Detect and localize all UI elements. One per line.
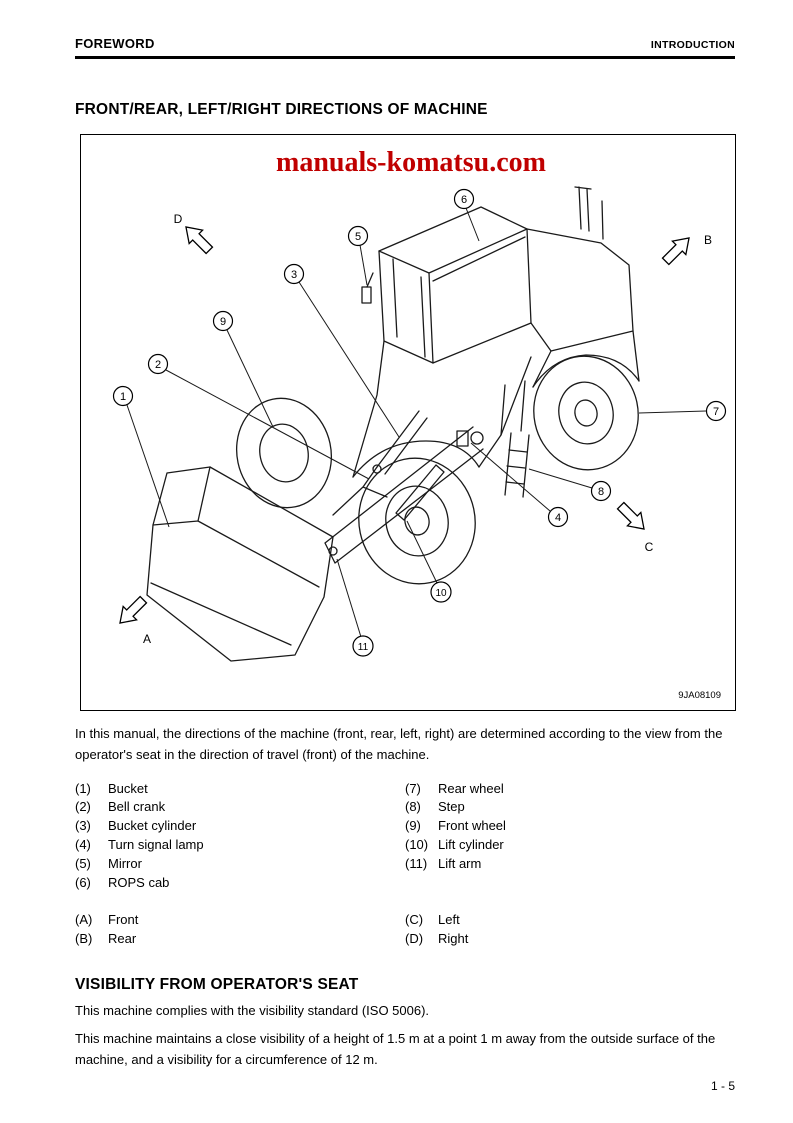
svg-text:9: 9 xyxy=(219,316,227,328)
direction-letter: (C) xyxy=(405,912,424,928)
parts-list-item xyxy=(405,836,735,855)
figure-code: 9JA08109 xyxy=(678,690,721,701)
svg-text:5: 5 xyxy=(354,231,362,243)
callout-11 xyxy=(353,636,373,656)
direction-label: Right xyxy=(438,931,469,947)
direction-letter: (D) xyxy=(405,931,424,947)
direction-label: Left xyxy=(438,912,460,928)
watermark-text: manuals-komatsu.com xyxy=(276,147,546,178)
direction-item xyxy=(75,930,405,949)
wheel-loader-drawing xyxy=(147,187,649,661)
svg-text:8: 8 xyxy=(597,486,605,498)
parts-list-left xyxy=(75,780,405,893)
parts-list-item xyxy=(75,836,405,855)
svg-text:10: 10 xyxy=(435,588,447,599)
part-label: Turn signal lamp xyxy=(108,836,204,852)
direction-label-c: C xyxy=(644,540,654,554)
svg-text:4: 4 xyxy=(554,512,562,524)
callout-leader-lines xyxy=(127,208,706,637)
direction-label: Rear xyxy=(108,931,137,947)
callout-8 xyxy=(592,482,611,501)
direction-arrow-b xyxy=(659,231,696,268)
parts-list-item xyxy=(405,855,735,874)
running-header xyxy=(75,36,735,51)
part-number: (10) xyxy=(405,836,429,852)
directions-list xyxy=(75,911,735,949)
parts-list-item xyxy=(405,817,735,836)
part-number: (5) xyxy=(75,855,91,871)
part-label: Step xyxy=(438,799,465,815)
direction-arrow-c xyxy=(614,499,651,536)
part-label: Bucket cylinder xyxy=(108,818,197,834)
page-number: 1 - 5 xyxy=(710,1079,735,1093)
part-label: ROPS cab xyxy=(108,874,170,890)
direction-arrow-a xyxy=(113,593,150,630)
part-number: (11) xyxy=(405,855,428,871)
direction-item xyxy=(75,911,405,930)
direction-item xyxy=(405,911,735,930)
parts-list-item xyxy=(75,780,405,799)
svg-text:6: 6 xyxy=(460,194,468,206)
page-title: FRONT/REAR, LEFT/RIGHT DIRECTIONS OF MACHINE xyxy=(75,101,488,118)
svg-text:3: 3 xyxy=(290,269,298,281)
direction-item xyxy=(405,930,735,949)
part-label: Bell crank xyxy=(108,799,166,815)
callout-9 xyxy=(214,312,233,331)
direction-arrows xyxy=(113,212,712,646)
direction-label: Front xyxy=(108,912,139,928)
parts-list-item xyxy=(75,874,405,893)
callout-5 xyxy=(349,227,368,246)
parts-list xyxy=(75,780,735,893)
parts-list-item xyxy=(75,798,405,817)
visibility-line-2: This machine maintains a close visibility of a height of 1.5 m at a point 1 m away from the outside surface of the machine, and a visibility for a circumference of 12 m. xyxy=(75,1030,716,1067)
callout-1 xyxy=(114,387,133,406)
direction-label-d: D xyxy=(173,212,183,226)
part-label: Front wheel xyxy=(438,818,506,834)
directions-list-right xyxy=(405,911,735,949)
figure-callouts xyxy=(114,190,726,657)
part-number: (4) xyxy=(75,836,91,852)
part-label: Lift arm xyxy=(438,855,482,871)
direction-arrow-d xyxy=(179,220,216,257)
callout-4 xyxy=(549,508,568,527)
machine-figure-frame xyxy=(80,134,736,711)
visibility-heading: VISIBILITY FROM OPERATOR'S SEAT xyxy=(75,975,359,993)
part-number: (3) xyxy=(75,818,91,834)
part-label: Bucket xyxy=(108,780,148,796)
directions-list-left xyxy=(75,911,405,949)
part-number: (7) xyxy=(405,780,421,796)
svg-text:1: 1 xyxy=(119,391,127,403)
header-section-title: FOREWORD xyxy=(75,36,155,51)
parts-list-item xyxy=(75,817,405,836)
header-chapter-title: INTRODUCTION xyxy=(650,39,735,51)
part-number: (1) xyxy=(75,780,91,796)
callout-2 xyxy=(149,355,168,374)
svg-text:11: 11 xyxy=(357,642,369,653)
part-number: (8) xyxy=(405,799,421,815)
part-number: (6) xyxy=(75,874,91,890)
svg-text:7: 7 xyxy=(712,406,720,418)
callout-10 xyxy=(431,582,451,602)
direction-letter: (A) xyxy=(75,912,93,928)
parts-list-item xyxy=(405,780,735,799)
part-label: Mirror xyxy=(108,855,142,871)
parts-list-item xyxy=(75,855,405,874)
part-label: Rear wheel xyxy=(438,780,504,796)
parts-list-item xyxy=(405,798,735,817)
callout-7 xyxy=(707,402,726,421)
direction-label-a: A xyxy=(142,632,152,646)
machine-direction-figure xyxy=(81,135,735,710)
callout-6 xyxy=(455,190,474,209)
part-label: Lift cylinder xyxy=(438,836,504,852)
svg-text:2: 2 xyxy=(154,359,162,371)
intro-paragraph: In this manual, the directions of the machine (front, rear, left, right) are determined according to the view from the operator's seat in the direction of travel (front) of the machine. xyxy=(75,726,723,762)
callout-3 xyxy=(285,265,304,284)
header-rule xyxy=(75,56,735,59)
parts-list-right xyxy=(405,780,735,893)
part-number: (9) xyxy=(405,818,421,834)
visibility-line-1: This machine complies with the visibility standard (ISO 5006). xyxy=(75,1002,430,1018)
direction-letter: (B) xyxy=(75,931,93,947)
part-number: (2) xyxy=(75,799,91,815)
direction-label-b: B xyxy=(704,233,713,247)
